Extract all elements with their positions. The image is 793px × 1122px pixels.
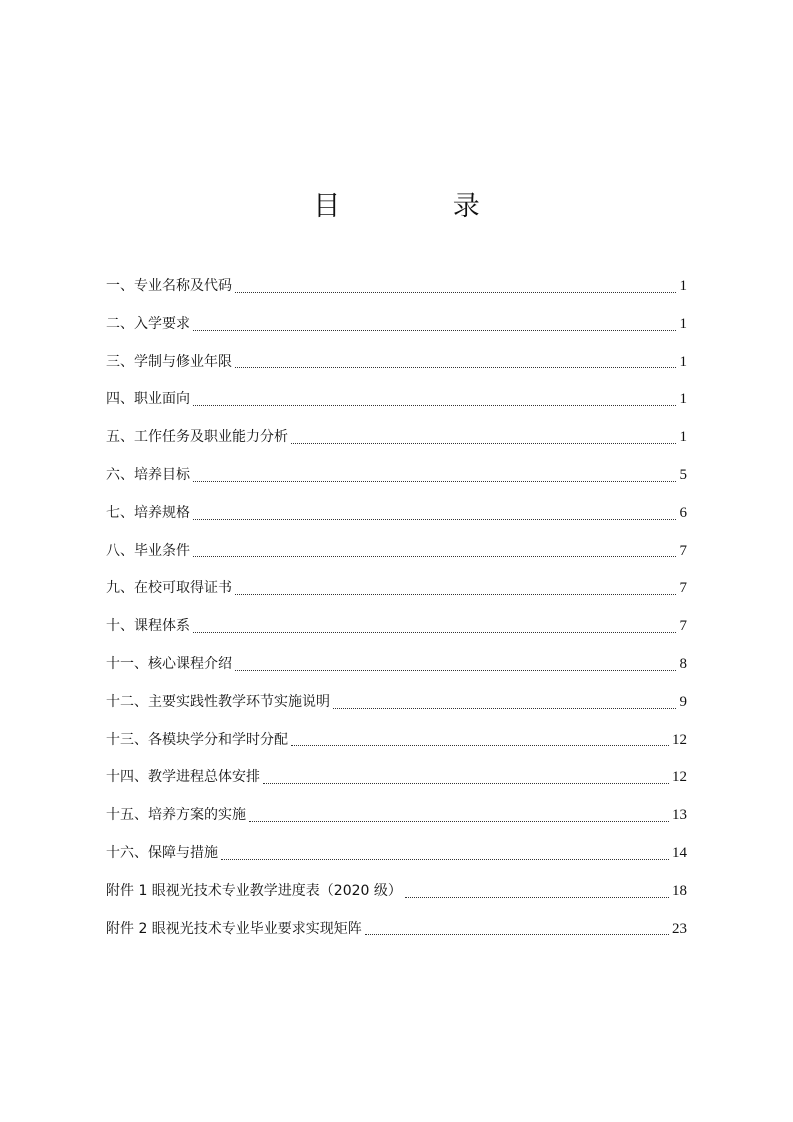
toc-entry[interactable]: [106, 381, 687, 419]
toc-dot-leader: [193, 519, 676, 520]
toc-entry[interactable]: [106, 684, 687, 722]
toc-entry-label: 九、在校可取得证书: [106, 580, 232, 597]
toc-entry[interactable]: [106, 835, 687, 873]
toc-entry-page: 1: [679, 429, 687, 446]
toc-entry-label: 四、职业面向: [106, 391, 190, 408]
toc-entry[interactable]: [106, 533, 687, 571]
toc-entry[interactable]: [106, 797, 687, 835]
toc-entry-label: 五、工作任务及职业能力分析: [106, 429, 288, 446]
toc-dot-leader: [193, 632, 676, 633]
toc-entry-page: 1: [679, 391, 687, 408]
toc-entry[interactable]: [106, 268, 687, 306]
toc-entry[interactable]: [106, 873, 687, 911]
toc-entry[interactable]: [106, 570, 687, 608]
toc-dot-leader: [291, 745, 669, 746]
toc-entry-page: 6: [679, 504, 687, 521]
toc-entry-label: 七、培养规格: [106, 504, 190, 521]
toc-entry-page: 7: [679, 618, 687, 635]
toc-entry-label: 十一、核心课程介绍: [106, 655, 232, 672]
toc-entry-page: 14: [672, 844, 687, 861]
toc-entry[interactable]: [106, 419, 687, 457]
toc-dot-leader: [291, 443, 676, 444]
toc-entry-page: 7: [679, 542, 687, 559]
table-of-contents: [106, 268, 687, 948]
toc-entry-label: 一、专业名称及代码: [106, 278, 232, 294]
toc-entry-page: 1: [679, 315, 687, 332]
toc-entry-page: 8: [679, 655, 687, 672]
toc-dot-leader: [263, 783, 669, 784]
toc-entry-page: 7: [679, 580, 687, 597]
page-title: 目 录: [313, 191, 532, 222]
toc-dot-leader: [193, 481, 676, 482]
toc-entry-label: 八、毕业条件: [106, 542, 190, 559]
toc-entry-page: 1: [679, 353, 687, 370]
toc-dot-leader: [193, 330, 676, 331]
toc-entry-page: 18: [672, 882, 687, 899]
toc-entry-label: 十六、保障与措施: [106, 844, 218, 861]
toc-entry[interactable]: [106, 759, 687, 797]
toc-entry[interactable]: [106, 344, 687, 382]
toc-entry-label: 附件 2 眼视光技术专业毕业要求实现矩阵: [106, 920, 362, 937]
toc-entry-label: 十四、教学进程总体安排: [106, 769, 260, 786]
toc-entry-page: 9: [679, 693, 687, 710]
toc-dot-leader: [193, 405, 676, 406]
toc-entry[interactable]: [106, 608, 687, 646]
toc-dot-leader: [235, 292, 676, 293]
toc-entry[interactable]: [106, 306, 687, 344]
toc-entry[interactable]: [106, 646, 687, 684]
toc-entry[interactable]: [106, 722, 687, 760]
toc-entry-label: 十、课程体系: [106, 618, 190, 635]
toc-entry-page: 5: [679, 466, 687, 483]
toc-entry-page: 1: [679, 278, 687, 294]
toc-entry-page: 12: [672, 731, 687, 748]
toc-entry-label: 十二、主要实践性教学环节实施说明: [106, 693, 330, 710]
toc-entry-label: 六、培养目标: [106, 466, 190, 483]
toc-dot-leader: [365, 934, 669, 935]
toc-dot-leader: [235, 670, 676, 671]
toc-entry[interactable]: [106, 911, 687, 949]
toc-dot-leader: [333, 708, 676, 709]
toc-entry-label: 二、入学要求: [106, 315, 190, 332]
toc-dot-leader: [235, 594, 676, 595]
toc-entry[interactable]: [106, 495, 687, 533]
toc-entry-label: 十三、各模块学分和学时分配: [106, 731, 288, 748]
toc-dot-leader: [235, 367, 676, 368]
toc-entry-label: 附件 1 眼视光技术专业教学进度表（2020 级）: [106, 882, 402, 899]
toc-entry[interactable]: [106, 457, 687, 495]
toc-dot-leader: [221, 859, 669, 860]
toc-entry-page: 13: [672, 807, 687, 824]
toc-entry-page: 12: [672, 769, 687, 786]
toc-entry-label: 十五、培养方案的实施: [106, 807, 246, 824]
toc-entry-label: 三、学制与修业年限: [106, 353, 232, 370]
toc-entry-page: 23: [672, 920, 687, 937]
toc-dot-leader: [193, 556, 676, 557]
toc-dot-leader: [249, 821, 669, 822]
toc-dot-leader: [405, 897, 669, 898]
